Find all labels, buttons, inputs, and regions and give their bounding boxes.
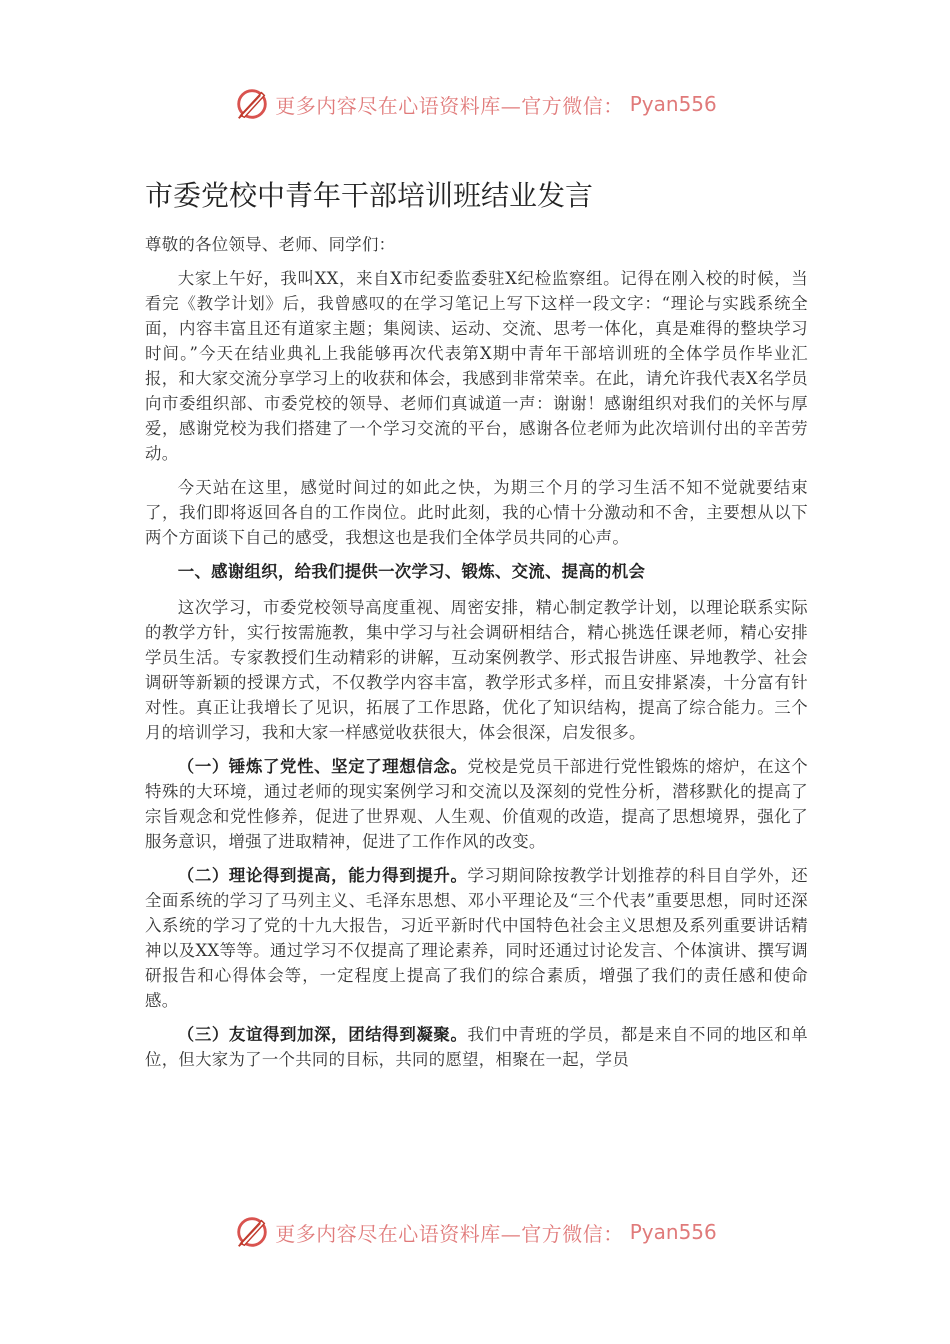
paragraph-1: 大家上午好，我叫XX，来自X市纪委监委驻X纪检监察组。记得在刚入校的时候，当看完《教学计划》后，我曾感叹的在学习笔记上写下这样一段文字：“理论与实践系统全面，内容丰富且还有道家主题；集阅读、运动、交流、思考一体化，真是难得的整块学习时间。”今天在结业典礼上我能够再次代表第X期中青年干部培训班的全体学员作毕业汇报，和大家交流分享学习上的收获和体会，我感到非常荣幸。在此，请允许我代表X名学员向市委组织部、市委党校的领导、老师们真诚道一声：谢谢！感谢组织对我们的关怀与厚爱，感谢党校为我们搭建了一个学习交流的平台，感谢各位老师为此次培训付出的辛苦劳动。 <box>145 269 808 463</box>
quill-logo-icon <box>233 85 271 123</box>
quill-logo-icon <box>233 1213 271 1251</box>
banner-text: 更多内容尽在心语资料库—官方微信： <box>275 93 624 118</box>
subsection-1 <box>145 754 808 854</box>
salutation: 尊敬的各位领导、老师、同学们： <box>145 235 396 254</box>
banner-wechat-id: Pyan556 <box>629 1220 717 1244</box>
subsection-2-body: 学习期间除按教学计划推荐的科目自学外，还全面系统的学习了马列主义、毛泽东思想、邓小平理论及“三个代表”重要思想，同时还深入系统的学习了党的十九大报告，习近平新时代中国特色社会主义思想及系列重要讲话精神以及XX等等。通过学习不仅提高了理论素养，同时还通过讨论发言、个体演讲、撰写调研报告和心得体会等，一定程度上提高了我们的综合素质，增强了我们的责任感和使命感。 <box>145 866 808 1010</box>
document-title: 市委党校中青年干部培训班结业发言 <box>145 179 594 212</box>
paragraph-3: 这次学习，市委党校领导高度重视、周密安排，精心制定教学计划，以理论联系实际的教学方针，实行按需施教，集中学习与社会调研相结合，精心挑选任课老师，精心安排学员生活。专家教授们生动精彩的讲解，互动案例教学、形式报告讲座、异地教学、社会调研等新颖的授课方式，不仅教学内容丰富，教学形式多样，而且安排紧凑，十分富有针对性。真正让我增长了见识，拓展了工作思路，优化了知识结构，提高了综合能力。三个月的培训学习，我和大家一样感觉收获很大，体会很深，启发很多。 <box>145 598 808 742</box>
header-watermark-banner <box>0 82 950 126</box>
document-body <box>145 232 808 1081</box>
subsection-3-body: 我们中青班的学员，都是来自不同的地区和单位，但大家为了一个共同的目标，共同的愿望，相聚在一起，学员 <box>145 1025 808 1069</box>
banner-text: 更多内容尽在心语资料库—官方微信： <box>275 1221 624 1246</box>
paragraph-2: 今天站在这里，感觉时间过的如此之快，为期三个月的学习生活不知不觉就要结束了，我们即将返回各自的工作岗位。此时此刻，我的心情十分激动和不舍，主要想从以下两个方面谈下自己的感受，我想这也是我们全体学员共同的心声。 <box>145 478 808 547</box>
subsection-3-title: （三）友谊得到加深，团结得到凝聚。 <box>177 1025 468 1044</box>
subsection-1-title: （一）锤炼了党性、坚定了理想信念。 <box>177 757 468 776</box>
section-heading-1: 一、感谢组织，给我们提供一次学习、锻炼、交流、提高的机会 <box>177 562 646 581</box>
subsection-3 <box>145 1022 808 1072</box>
footer-watermark-banner <box>0 1210 950 1254</box>
subsection-2 <box>145 863 808 1013</box>
subsection-2-title: （二）理论得到提高，能力得到提升。 <box>177 866 468 885</box>
subsection-1-body: 党校是党员干部进行党性锻炼的熔炉，在这个特殊的大环境，通过老师的现实案例学习和交流以及深刻的党性分析，潜移默化的提高了宗旨观念和党性修养，促进了世界观、人生观、价值观的改造，提高了思想境界，强化了服务意识，增强了进取精神，促进了工作作风的改变。 <box>145 757 808 851</box>
banner-wechat-id: Pyan556 <box>629 92 717 116</box>
